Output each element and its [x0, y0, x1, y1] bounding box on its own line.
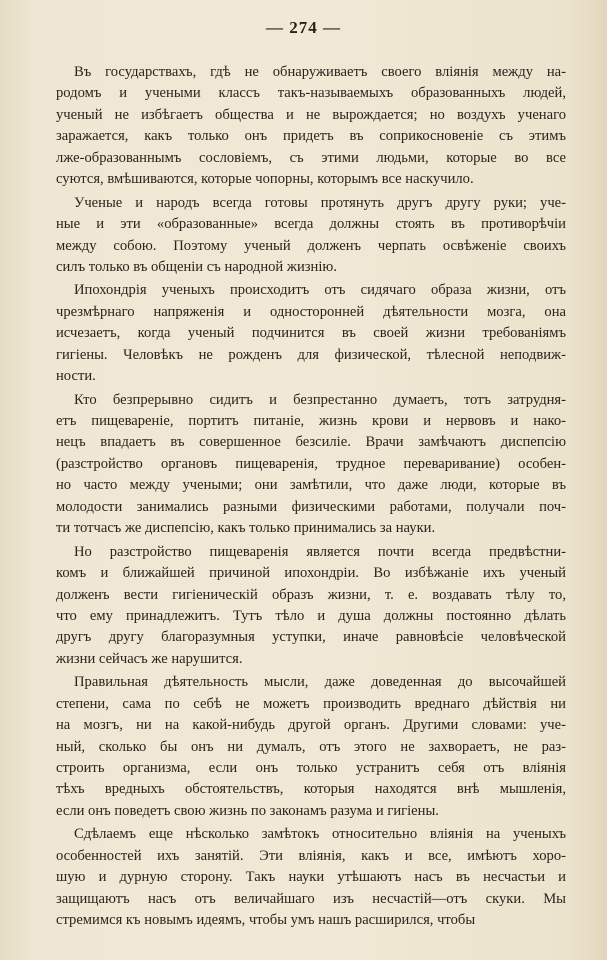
page-number: — 274 — — [266, 18, 341, 37]
text-line: комъ и ближайшей причиной ипохондріи. Во избѣжаніе ихъ ученый — [56, 565, 566, 582]
text-line: ные и эти «образованные» всегда должны стоять въ противорѣчіи — [56, 216, 566, 233]
text-line: тѣхъ вредныхъ обстоятельствъ, которыя находятся внѣ мышленія, — [56, 781, 566, 798]
text-line: что ему принадлежитъ. Тутъ тѣло и душа должны постоянно дѣлать — [56, 607, 566, 624]
text-line: ученый не избѣгаетъ общества и не вырождается; но воздухъ ученаго — [56, 106, 566, 123]
text-line: но часто между учеными; они замѣтили, что даже люди, которые въ — [56, 477, 566, 494]
text-line: етъ пищевареніе, портитъ питаніе, жизнь крови и нервовъ и нако- — [56, 413, 566, 429]
text-line: Сдѣлаемъ еще нѣсколько замѣтокъ относительно вліянія на ученыхъ — [74, 826, 566, 843]
body-text — [56, 62, 566, 932]
text-line: молодости занимались разными физическими работами, получали поч- — [56, 498, 566, 515]
text-line: Ученые и народъ всегда готовы протянуть другъ другу руки; уче- — [74, 194, 566, 211]
text-line: лже-образованнымъ сословіемъ, съ этими людьми, которые во все — [56, 149, 566, 166]
text-line: силъ только въ общеніи съ народной жизнію. — [56, 258, 337, 275]
text-line: Ипохондрія ученыхъ происходитъ отъ сидячаго образа жизни, отъ — [74, 282, 566, 299]
text-line: родомъ и учеными классъ такъ-называемыхъ образованныхъ людей, — [56, 85, 566, 102]
paragraph — [56, 824, 566, 931]
text-line: если онъ поведетъ свою жизнь по законамъ разума и гигіены. — [56, 802, 439, 819]
text-line: особенностей ихъ занятій. Эти вліянія, какъ и все, имѣютъ хоро- — [56, 847, 566, 864]
text-line: (разстройство органовъ пищеваренія, трудное переваривание) особен- — [56, 455, 566, 472]
paragraph — [56, 280, 566, 387]
text-line: долженъ вести гигіеническій образъ жизни, т. е. воздавать тѣлу то, — [56, 586, 566, 603]
text-line: строить организма, если онъ только устранитъ себя отъ вліянія — [56, 760, 566, 776]
paragraph — [56, 390, 566, 540]
text-line: степени, сама по себѣ не можетъ производить вреднаго дѣйствія ни — [56, 695, 566, 712]
text-line: ти тотчасъ же диспепсію, какъ только принимались за науки. — [56, 520, 436, 537]
paragraph — [56, 672, 566, 822]
text-line: заражается, какъ только онъ придетъ въ соприкосновеніе съ этимъ — [56, 128, 566, 145]
text-line: ности. — [56, 368, 96, 385]
text-line: чрезмѣрнаго напряженія и односторонней дѣятельности мозга, она — [56, 303, 566, 320]
paragraph — [56, 193, 566, 279]
text-line: между собою. Поэтому ученый долженъ черпать освѣженіе своихъ — [56, 237, 566, 254]
text-line: стремимся къ новымъ идеямъ, чтобы умъ нашъ расширился, чтобы — [56, 912, 476, 929]
text-line: гигіены. Человѣкъ не рожденъ для физической, тѣлесной неподвиж- — [56, 346, 566, 363]
text-line: защищаютъ насъ отъ величайшаго изъ несчастій—отъ скуки. Мы — [56, 890, 566, 907]
text-line: исчезаетъ, когда ученый подчинится въ своей жизни требованіямъ — [56, 325, 566, 342]
text-line: нецъ впадаетъ въ совершенное безсиліе. Врачи замѣчаютъ диспепсію — [56, 434, 566, 451]
text-line: шую и дурную сторону. Такъ науки утѣшаютъ насъ въ несчастьи и — [56, 869, 566, 886]
text-line: ный, сколько бы онъ ни думалъ, отъ этого не захвораетъ, не раз- — [56, 738, 566, 755]
text-line: на мозгъ, ни на какой-нибудь другой органъ. Другими словами: уче- — [56, 717, 566, 734]
text-line: суются, вмѣшиваются, которые чопорны, которымъ все наскучило. — [56, 171, 474, 188]
text-line: другъ другу благоразумныя уступки, иначе равновѣсіе человѣческой — [56, 629, 566, 646]
paragraph — [56, 62, 566, 191]
text-line: жизни сейчасъ же нарушится. — [56, 650, 243, 667]
text-line: Кто безпрерывно сидитъ и безпрестанно думаетъ, тотъ затрудня- — [74, 391, 566, 408]
text-line: Но разстройство пищеваренія является почти всегда предвѣстни- — [74, 543, 566, 560]
text-line: Правильная дѣятельность мысли, даже доведенная до высочайшей — [74, 674, 566, 691]
text-line: Въ государствахъ, гдѣ не обнаруживаетъ своего вліянія между на- — [74, 64, 566, 80]
paragraph — [56, 542, 566, 671]
